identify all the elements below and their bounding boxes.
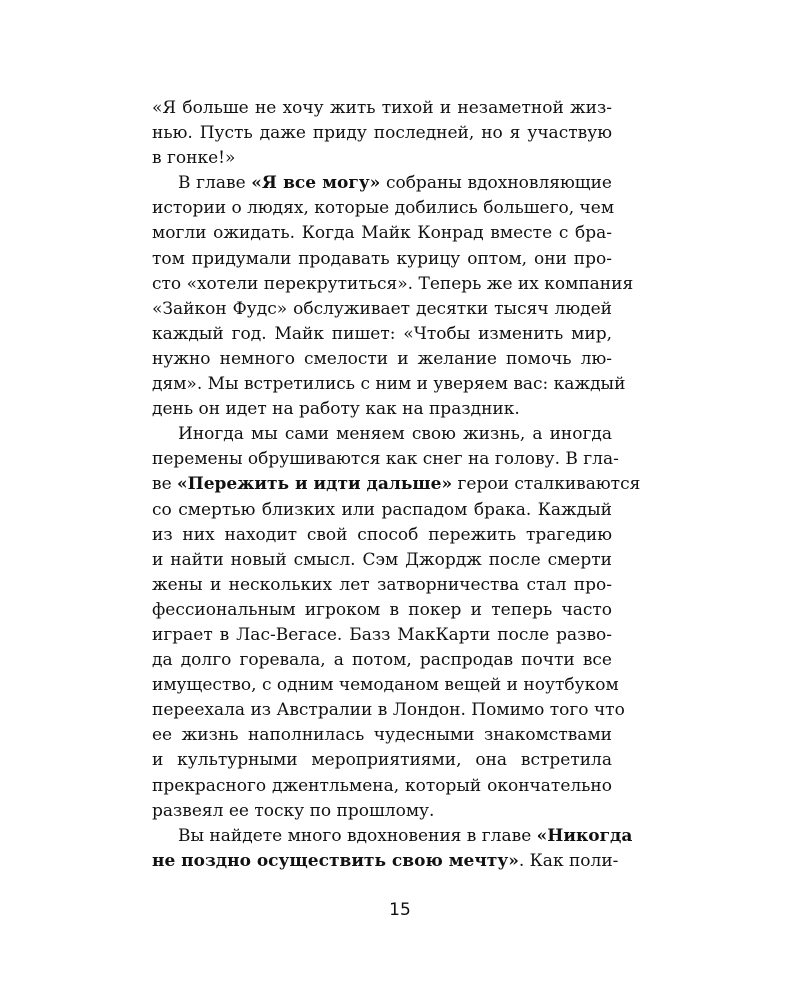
text-line: «Зайкон Фудс» обслуживает десятки тысяч людей (152, 298, 612, 319)
text-line: ее жизнь наполнилась чудесными знакомствами (152, 725, 612, 746)
chapter-title-never-too-late: «Никогда (536, 825, 633, 846)
text-line: играет в Лас-Вегасе. Базз МакКарти после разво- (152, 624, 612, 645)
chapter-title-i-can-do-anything: «Я все могу» (251, 173, 381, 194)
text-line: день он идет на работу как на праздник. (152, 399, 520, 420)
text-run: ве (152, 474, 178, 495)
page-number: 15 (389, 900, 411, 920)
text-line: нью. Пусть даже приду последней, но я участвую (152, 123, 612, 144)
text-line (152, 824, 633, 849)
text-line: жены и нескольких лет затворничества стал про- (152, 574, 612, 595)
text-line: развеял ее тоску по прошлому. (152, 800, 435, 821)
text-line: фессиональным игроком в покер и теперь часто (152, 599, 612, 620)
text-run: собраны вдохновляющие (380, 173, 612, 194)
text-line: том придумали продавать курицу оптом, они про- (152, 248, 612, 269)
text-line: нужно немного смелости и желание помочь лю- (152, 348, 612, 369)
text-line: и культурными мероприятиями, она встретила (152, 750, 612, 771)
text-line: и найти новый смысл. Сэм Джордж после смерти (152, 549, 612, 570)
text-line: истории о людях, которые добились большего, чем (152, 198, 615, 219)
text-line: в гонке!» (152, 148, 236, 169)
chapter-title-survive-and-move-on: «Пережить и идти дальше» (177, 474, 453, 495)
text-line: сто «хотели перекрутиться». Теперь же их компания (152, 273, 634, 294)
text-line (152, 472, 641, 497)
text-line: переехала из Австралии в Лондон. Помимо того что (152, 700, 625, 721)
text-run: . Как поли- (518, 850, 619, 871)
text-run: герои сталкиваются (452, 474, 641, 495)
text-line: со смертью близких или распадом брака. Каждый (152, 499, 612, 520)
text-line: прекрасного джентльмена, который окончательно (152, 775, 612, 796)
text-line: Иногда мы сами меняем свою жизнь, а иногда (178, 424, 612, 445)
text-line: из них находит свой способ пережить трагедию (152, 524, 612, 545)
body-text (152, 96, 641, 874)
text-line (152, 849, 619, 874)
text-line: дям». Мы встретились с ним и уверяем вас: каждый (152, 374, 626, 395)
text-line (152, 171, 612, 196)
text-line: да долго горевала, а потом, распродав почти все (152, 650, 612, 671)
text-run: В главе (178, 173, 252, 194)
chapter-title-never-too-late-cont: не поздно осуществить свою мечту» (152, 850, 519, 871)
text-line: имущество, с одним чемоданом вещей и ноутбуком (152, 675, 619, 696)
text-line: могли ожидать. Когда Майк Конрад вместе с бра- (152, 223, 612, 244)
text-line: «Я больше не хочу жить тихой и незаметной жиз- (152, 98, 612, 118)
text-line: каждый год. Майк пишет: «Чтобы изменить мир, (152, 323, 612, 344)
text-line: перемены обрушиваются как снег на голову. В гла- (152, 449, 619, 470)
text-run: Вы найдете много вдохновения в главе (178, 825, 537, 846)
